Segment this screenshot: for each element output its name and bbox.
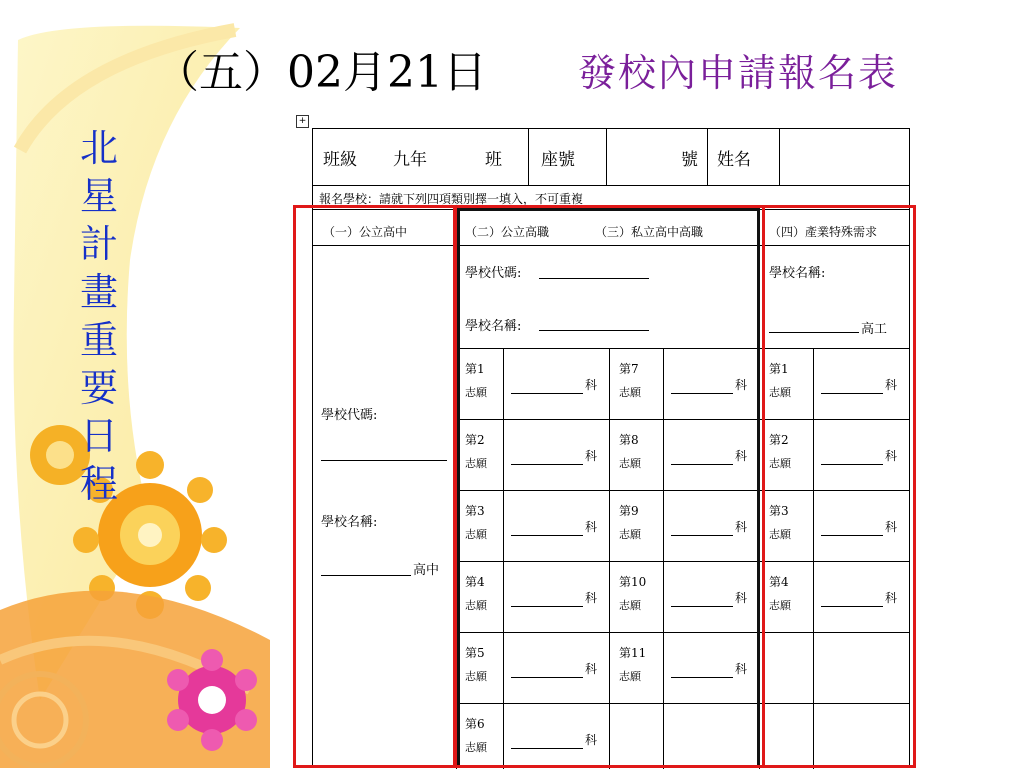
choice-left-1-word: 志願	[465, 386, 487, 399]
seat-unit: 號	[681, 150, 698, 170]
choice-right-4-unit: 科	[885, 591, 898, 605]
choice-mid-10-number: 第10	[619, 575, 647, 589]
col2-name-label: 學校名稱:	[465, 319, 522, 334]
choice-right-1-unit: 科	[885, 378, 898, 392]
choice-right-3-word: 志願	[769, 528, 791, 541]
page-title-date: （五）02月21日	[155, 47, 487, 98]
highlight-box-vocational-outer	[453, 205, 765, 768]
col4-name-label: 學校名稱:	[769, 266, 826, 281]
header-public-vocational: （二）公立高職	[465, 225, 550, 239]
col1-suffix: 高中	[413, 563, 440, 578]
choice-mid-10-word: 志願	[619, 599, 641, 612]
side-char: 程	[79, 462, 118, 506]
choice-left-5-number: 第5	[465, 646, 485, 660]
side-char: 計	[79, 222, 118, 266]
choice-left-6-unit: 科	[585, 733, 598, 747]
choice-right-4-number: 第4	[769, 575, 789, 589]
choice-mid-9-number: 第9	[619, 504, 639, 518]
choice-right-1-word: 志願	[769, 386, 791, 399]
instruction-text: 報名學校：請就下列四項類別擇一填入，不可重複	[319, 192, 584, 206]
class-unit: 班	[485, 150, 502, 170]
choice-left-5-unit: 科	[585, 662, 598, 676]
side-vertical-label	[76, 124, 122, 508]
choice-left-6-word: 志願	[465, 741, 487, 754]
header-private: （三）私立高中高職	[595, 225, 704, 239]
choice-left-1-unit: 科	[585, 378, 598, 392]
choice-left-6-number: 第6	[465, 717, 485, 731]
choice-left-5-word: 志願	[465, 670, 487, 683]
choice-left-3-number: 第3	[465, 504, 485, 518]
side-char: 北	[79, 126, 118, 170]
choice-right-4-word: 志願	[769, 599, 791, 612]
choice-mid-9-unit: 科	[735, 520, 748, 534]
choice-right-3-number: 第3	[769, 504, 789, 518]
choice-mid-7-number: 第7	[619, 362, 639, 376]
choice-left-1-number: 第1	[465, 362, 485, 376]
choice-mid-7-unit: 科	[735, 378, 748, 392]
choice-mid-8-number: 第8	[619, 433, 639, 447]
choice-left-2-word: 志願	[465, 457, 487, 470]
highlight-box-public-high	[293, 205, 459, 768]
choice-mid-8-word: 志願	[619, 457, 641, 470]
col1-code-label: 學校代碼:	[321, 408, 378, 423]
choice-right-2-word: 志願	[769, 457, 791, 470]
class-label: 班級	[323, 150, 357, 170]
choice-mid-11-word: 志願	[619, 670, 641, 683]
choice-right-2-number: 第2	[769, 433, 789, 447]
choice-mid-8-unit: 科	[735, 449, 748, 463]
col4-suffix: 高工	[861, 322, 888, 337]
side-char: 星	[79, 174, 118, 218]
side-char: 畫	[79, 270, 118, 314]
choice-left-3-word: 志願	[465, 528, 487, 541]
choice-mid-10-unit: 科	[735, 591, 748, 605]
choice-left-2-unit: 科	[585, 449, 598, 463]
choice-left-4-word: 志願	[465, 599, 487, 612]
choice-mid-11-number: 第11	[619, 646, 647, 660]
col1-name-label: 學校名稱:	[321, 515, 378, 530]
choice-left-3-unit: 科	[585, 520, 598, 534]
header-special: （四）產業特殊需求	[769, 225, 878, 239]
header-public-high: （一）公立高中	[323, 225, 408, 239]
name-label: 姓名	[717, 150, 751, 170]
choice-left-2-number: 第2	[465, 433, 485, 447]
choice-left-4-unit: 科	[585, 591, 598, 605]
side-char: 要	[79, 366, 118, 410]
choice-mid-9-word: 志願	[619, 528, 641, 541]
choice-right-3-unit: 科	[885, 520, 898, 534]
seat-label: 座號	[541, 150, 575, 170]
page-title-form: 發校內申請報名表	[578, 51, 899, 95]
choice-right-2-unit: 科	[885, 449, 898, 463]
choice-left-4-number: 第4	[465, 575, 485, 589]
col2-code-label: 學校代碼:	[465, 266, 522, 281]
highlight-box-special	[762, 205, 916, 768]
choice-mid-11-unit: 科	[735, 662, 748, 676]
choice-right-1-number: 第1	[769, 362, 789, 376]
table-move-handle-icon[interactable]: +	[296, 115, 309, 128]
side-char: 日	[79, 414, 118, 458]
side-char: 重	[79, 318, 118, 362]
grade-value: 九年	[393, 150, 427, 170]
choice-mid-7-word: 志願	[619, 386, 641, 399]
